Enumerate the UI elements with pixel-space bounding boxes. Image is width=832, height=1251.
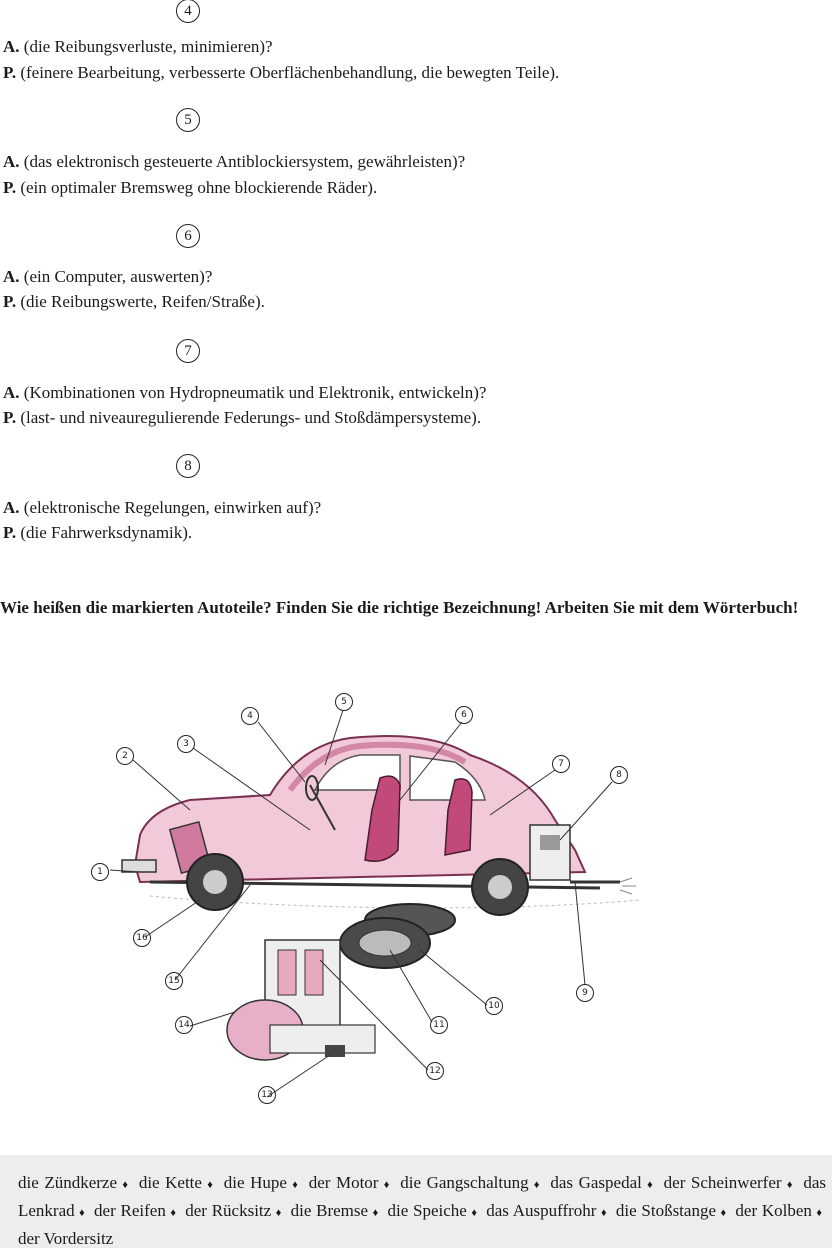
word-item: die Zündkerze	[18, 1173, 118, 1192]
word-separator: ♦	[372, 1207, 379, 1219]
word-item: der Scheinwerfer	[663, 1173, 782, 1192]
number-circle: 4	[176, 0, 200, 23]
number-circle: 8	[176, 454, 200, 478]
word-bank	[0, 1155, 832, 1248]
callout-1: 1	[91, 863, 109, 881]
word-separator: ♦	[470, 1207, 478, 1219]
callout-13: 13	[258, 1086, 276, 1104]
callout-3: 3	[177, 735, 195, 753]
question-line: A. (die Reibungsverluste, minimieren)?	[3, 37, 273, 56]
callout-4: 4	[241, 707, 259, 725]
callout-11: 11	[430, 1016, 448, 1034]
word-item: die Gangschaltung	[400, 1173, 529, 1192]
callout-16: 16	[133, 929, 151, 947]
word-item: das Gaspedal	[550, 1173, 642, 1192]
question-line: A. (das elektronisch gesteuerte Antiblockiersystem, gewährleisten)?	[3, 152, 466, 171]
number-circle: 7	[176, 339, 200, 363]
word-item: die Kette	[138, 1173, 202, 1192]
word-separator: ♦	[815, 1207, 823, 1219]
callout-6: 6	[455, 706, 473, 724]
word-item: die Stoßstange	[615, 1201, 716, 1220]
callout-12: 12	[426, 1062, 444, 1080]
answer-line: P. (feinere Bearbeitung, verbesserte Oberflächenbehandlung, die bewegten Teile).	[3, 63, 560, 82]
callout-15: 15	[165, 972, 183, 990]
answer-line: P. (die Reibungswerte, Reifen/Straße).	[3, 292, 265, 311]
word-item: die Speiche	[387, 1201, 467, 1220]
word-item: der Reifen	[94, 1201, 166, 1220]
word-separator: ♦	[532, 1179, 541, 1191]
word-separator: ♦	[78, 1207, 86, 1219]
callout-2: 2	[116, 747, 134, 765]
word-list	[18, 1170, 826, 1251]
word-item: das Lenkrad	[18, 1173, 827, 1220]
word-separator: ♦	[382, 1179, 391, 1191]
word-separator: ♦	[600, 1207, 608, 1219]
callout-14: 14	[175, 1016, 193, 1034]
word-separator: ♦	[785, 1179, 794, 1191]
callout-10: 10	[485, 997, 503, 1015]
answer-line: P. (last- und niveauregulierende Federungs- und Stoßdämpersysteme).	[3, 408, 482, 427]
word-separator: ♦	[205, 1179, 215, 1191]
word-separator: ♦	[275, 1207, 282, 1219]
word-separator: ♦	[169, 1207, 177, 1219]
word-separator: ♦	[645, 1179, 655, 1191]
word-item: der Vordersitz	[18, 1229, 114, 1248]
question-line: A. (elektronische Regelungen, einwirken auf)?	[3, 498, 322, 517]
number-circle: 6	[176, 224, 200, 248]
word-item: der Rücksitz	[185, 1201, 272, 1220]
callout-5: 5	[335, 693, 353, 711]
question-line: A. (Kombinationen von Hydropneumatik und Elektronik, entwickeln)?	[3, 383, 487, 402]
answer-line: P. (ein optimaler Bremsweg ohne blockierende Räder).	[3, 178, 378, 197]
callout-8: 8	[610, 766, 628, 784]
number-circle: 5	[176, 108, 200, 132]
word-item: die Hupe	[223, 1173, 287, 1192]
callout-labels	[0, 660, 832, 1120]
word-separator: ♦	[720, 1207, 727, 1219]
word-item: das Auspuffrohr	[486, 1201, 597, 1220]
answer-line: P. (die Fahrwerksdynamik).	[3, 523, 193, 542]
word-separator: ♦	[121, 1179, 130, 1191]
callout-9: 9	[576, 984, 594, 1002]
word-item: der Motor	[308, 1173, 379, 1192]
word-item: die Bremse	[290, 1201, 369, 1220]
question-line: A. (ein Computer, auswerten)?	[3, 267, 213, 286]
task-instruction: Wie heißen die markierten Autoteile? Finden Sie die richtige Bezeichnung! Arbeiten Sie mit dem Wörterbuch!	[0, 598, 799, 617]
word-item: der Kolben	[735, 1201, 812, 1220]
word-separator: ♦	[290, 1179, 300, 1191]
callout-7: 7	[552, 755, 570, 773]
